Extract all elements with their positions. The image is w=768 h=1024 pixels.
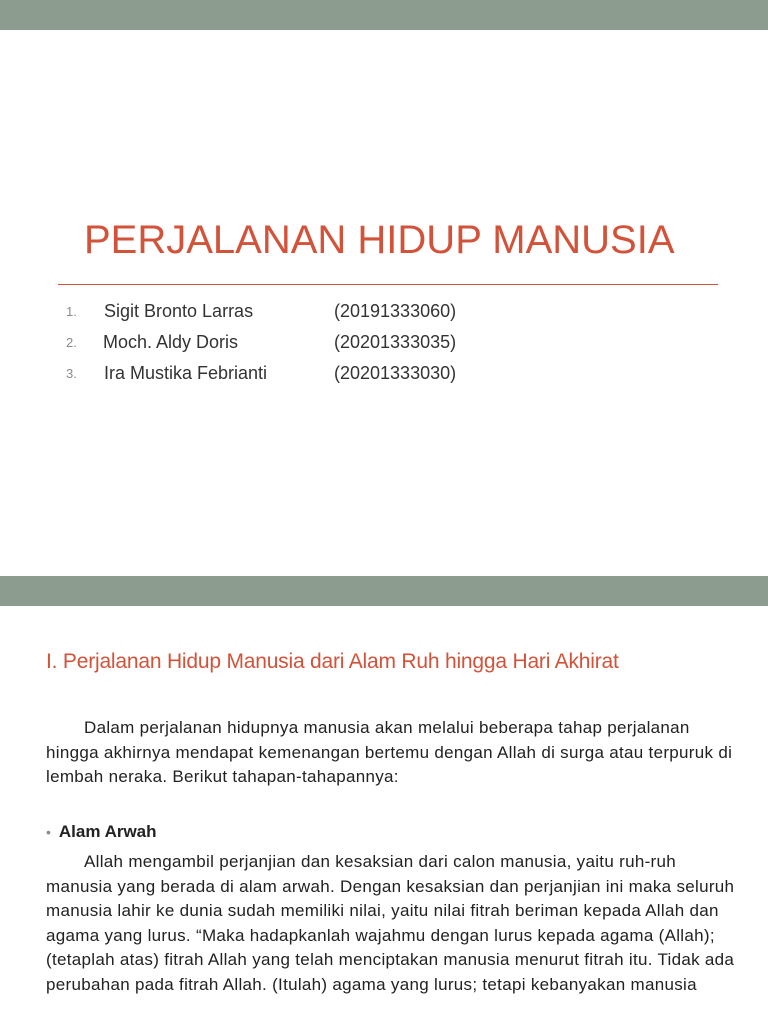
list-number: 2. — [66, 335, 77, 350]
top-band — [0, 0, 768, 30]
bullet-heading-text: Alam Arwah — [58, 822, 157, 841]
member-id: (20201333035) — [334, 332, 457, 352]
bullet-dot-icon: • — [46, 824, 51, 840]
slide-separator-band — [0, 576, 768, 606]
arwah-paragraph — [46, 850, 746, 997]
intro-paragraph — [46, 716, 746, 790]
member-id: (20191333060) — [334, 301, 457, 321]
arwah-text: Allah mengambil perjanjian dan kesaksian dari calon manusia, yaitu ruh-ruh manusia yang berada di alam arwah. Dengan kesaksian dan perjanjian ini maka seluruh manusia lahir ke dunia sudah memiliki nilai, yaitu nilai fitrah beriman kepada Allah dan agama yang lurus. “Maka hadapkanlah wajahmu dengan lurus kepada agama (Allah); (tetaplah atas) fitrah Allah yang telah menciptakan manusia menurut fitrah itu. Tidak ada perubahan pada fitrah Allah. (Itulah) agama yang lurus; tetapi kebanyakan manusia — [46, 852, 735, 994]
member-name: Sigit Bronto Larras — [104, 301, 254, 321]
member-id: (20201333030) — [334, 363, 457, 383]
title-divider — [58, 284, 718, 285]
section-title: I. Perjalanan Hidup Manusia dari Alam Ruh hingga Hari Akhirat — [46, 650, 619, 673]
member-name: Moch. Aldy Doris — [103, 332, 239, 352]
intro-text: Dalam perjalanan hidupnya manusia akan melalui beberapa tahap perjalanan hingga akhirnya mendapat kemenangan bertemu dengan Allah di surga atau terpuruk di lembah neraka. Berikut tahapan-tahapannya: — [46, 718, 733, 786]
bullet-heading — [46, 822, 157, 842]
member-name: Ira Mustika Febrianti — [104, 363, 268, 383]
list-number: 3. — [66, 366, 77, 381]
slide-title: PERJALANAN HIDUP MANUSIA — [84, 218, 675, 262]
list-number: 1. — [66, 304, 77, 319]
